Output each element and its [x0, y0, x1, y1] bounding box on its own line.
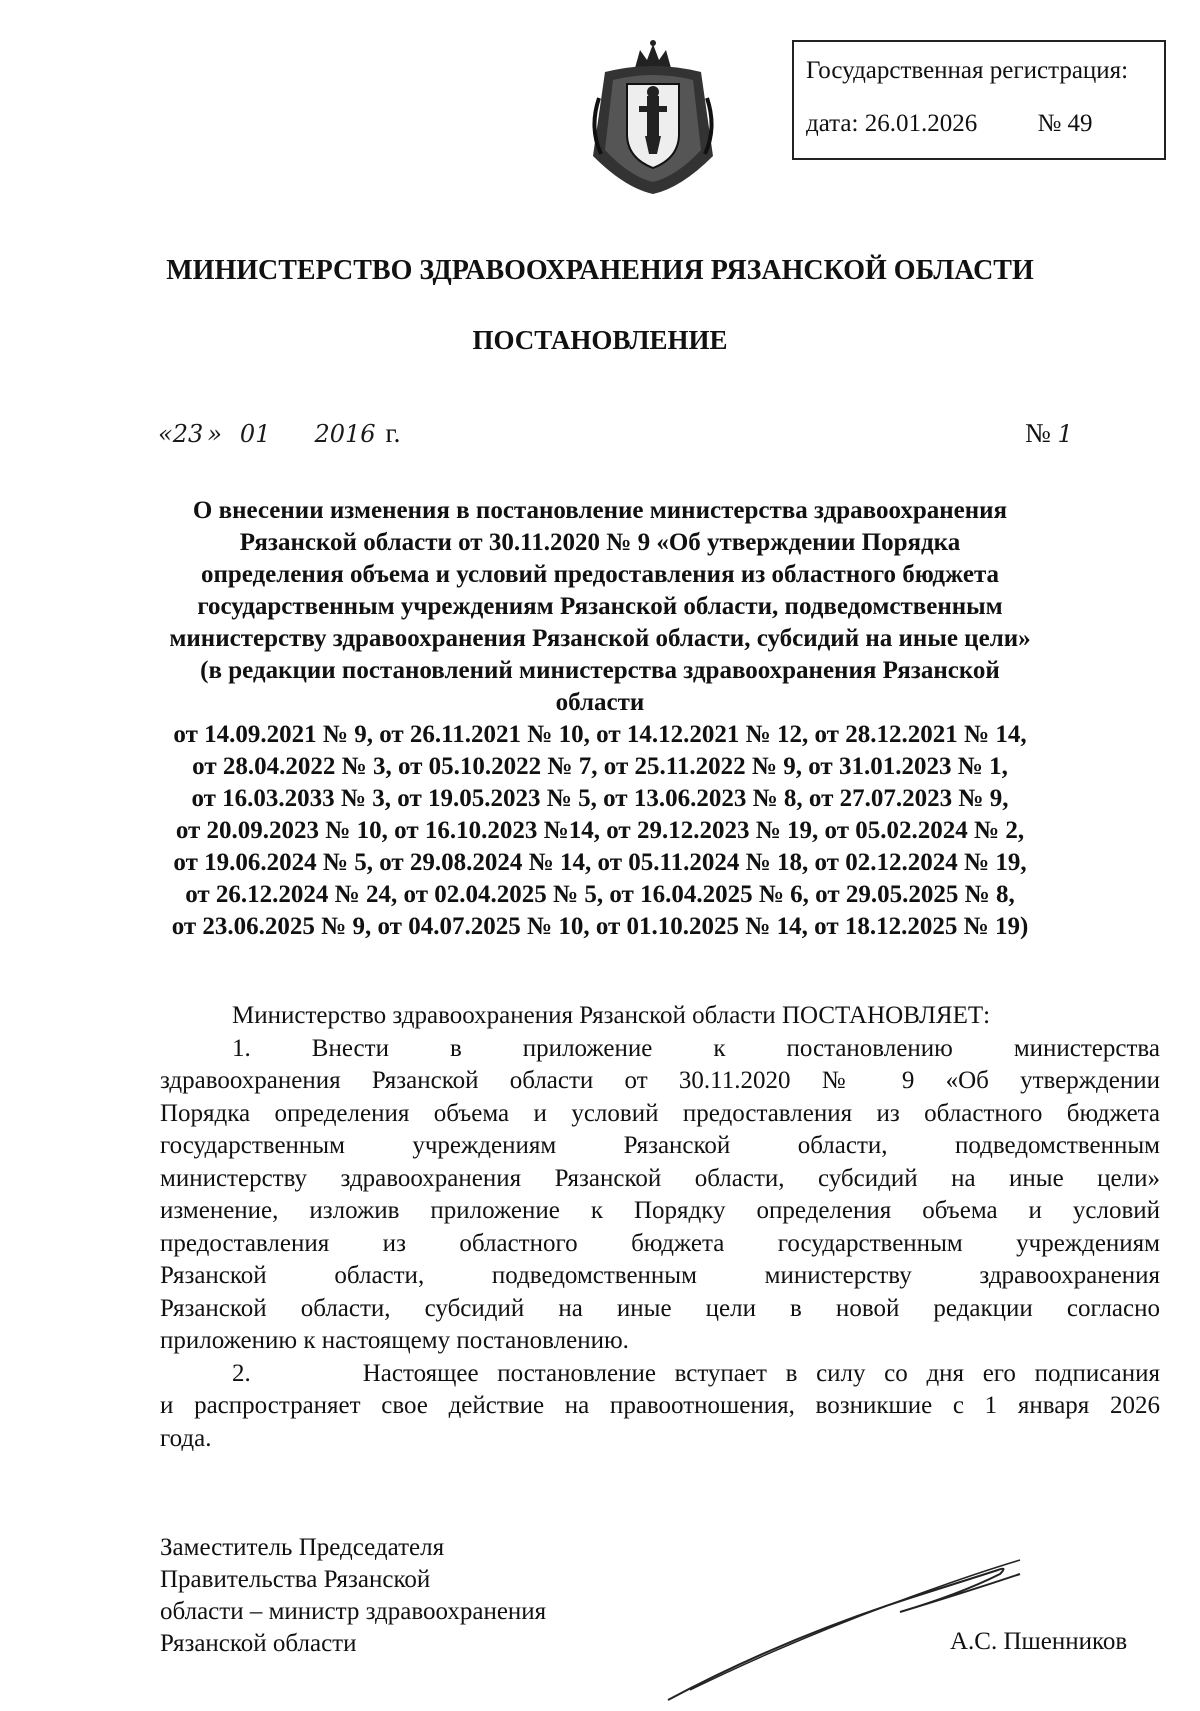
- signatory-line: области – министр здравоохранения: [160, 1598, 547, 1625]
- registration-stamp: [792, 40, 1166, 160]
- heading-line: государственным учреждениям Рязанской области, подведомственным: [197, 593, 1003, 620]
- paragraph-line: Рязанской области, субсидий на иные цели в новой редакции согласно: [160, 1294, 1160, 1322]
- document-type: ПОСТАНОВЛЕНИЕ: [472, 325, 728, 355]
- heading-line: от 28.04.2022 № 3, от 05.10.2022 № 7, от 25.11.2022 № 9, от 31.01.2023 № 1,: [192, 753, 1008, 780]
- date-open-quote: «: [158, 420, 173, 448]
- paragraph-2: [160, 1358, 1160, 1456]
- paragraph-line: 2. Настоящее постановление вступает в силу со дня его подписания: [232, 1359, 1160, 1387]
- heading-line: определения объема и условий предоставления из областного бюджета: [200, 561, 1000, 588]
- date-month: 01: [239, 420, 271, 448]
- registration-date: дата: 26.01.2026: [806, 110, 978, 137]
- heading-line: от 20.09.2023 № 10, от 16.10.2023 №14, от 29.12.2023 № 19, от 05.02.2024 № 2,: [175, 817, 1025, 844]
- registration-title: Государственная регистрация:: [806, 57, 1129, 84]
- heading-line: от 23.06.2025 № 9, от 04.07.2025 № 10, от 01.10.2025 № 14, от 18.12.2025 № 19): [171, 913, 1029, 940]
- decree-number: [1025, 418, 1073, 449]
- paragraph-line: 1. Внести в приложение к постановлению министерства: [232, 1034, 1160, 1062]
- signatory-position: [160, 1532, 546, 1660]
- registration-number: № 49: [1037, 110, 1093, 137]
- signatory-line: Рязанской области: [160, 1630, 357, 1657]
- paragraph-line: Рязанской области, подведомственным министерству здравоохранения: [160, 1262, 1160, 1289]
- paragraph-line: Порядка определения объема и условий предоставления из областного бюджета: [160, 1099, 1160, 1127]
- heading-line: от 26.12.2024 № 24, от 02.04.2025 № 5, от 16.04.2025 № 6, от 29.05.2025 № 8,: [185, 881, 1015, 908]
- signatory-line: Заместитель Председателя: [160, 1534, 445, 1561]
- heading-line: О внесении изменения в постановление министерства здравоохранения: [192, 497, 1008, 524]
- paragraph-line: приложению к настоящему постановлению.: [160, 1327, 629, 1354]
- decree-date: [158, 418, 400, 449]
- paragraph-1: [160, 1033, 1160, 1358]
- decree-heading: [120, 495, 1080, 943]
- paragraph-line: министерству здравоохранения Рязанской области, субсидий на иные цели»: [160, 1164, 1160, 1192]
- registration-details: [806, 111, 1164, 136]
- date-suffix: г.: [385, 418, 401, 448]
- decree-number-prefix: №: [1025, 418, 1051, 448]
- decree-number-value: 1: [1057, 420, 1073, 448]
- heading-line: от 14.09.2021 № 9, от 26.11.2021 № 10, от 14.12.2021 № 12, от 28.12.2021 № 14,: [173, 721, 1027, 748]
- heading-line: министерству здравоохранения Рязанской области, субсидий на иные цели»: [169, 625, 1031, 652]
- paragraph-line: и распространяет свое действие на правоотношения, возникшие с 1 января 2026: [160, 1392, 1160, 1419]
- heading-line: Рязанской области от 30.11.2020 № 9 «Об утверждении Порядка: [239, 529, 961, 556]
- coat-of-arms-emblem: [585, 38, 721, 198]
- paragraph-line: предоставления из областного бюджета государственным учреждениям: [160, 1229, 1160, 1257]
- date-day: 23: [172, 420, 204, 448]
- heading-line: (в редакции постановлений министерства здравоохранения Рязанской: [200, 657, 1000, 684]
- ministry-name: МИНИСТЕРСТВО ЗДРАВООХРАНЕНИЯ РЯЗАНСКОЙ ОБЛАСТИ: [166, 255, 1034, 286]
- signatory-name: А.С. Пшенников: [950, 1628, 1128, 1655]
- paragraph-line: года.: [160, 1424, 212, 1452]
- heading-line: от 19.06.2024 № 5, от 29.08.2024 № 14, от 05.11.2024 № 18, от 02.12.2024 № 19,: [173, 849, 1027, 876]
- signatory-line: Правительства Рязанской: [160, 1566, 431, 1593]
- intro-text: Министерство здравоохранения Рязанской области ПОСТАНОВЛЯЕТ:: [232, 1002, 991, 1029]
- date-year: 2016: [314, 420, 376, 448]
- paragraph-line: государственным учреждениям Рязанской области, подведомственным: [160, 1132, 1160, 1159]
- decree-body: [160, 1000, 1160, 1455]
- heading-line: области: [555, 689, 645, 716]
- paragraph-line: здравоохранения Рязанской области от 30.11.2020 № 9 «Об утверждении: [160, 1067, 1160, 1094]
- heading-line: от 16.03.2033 № 3, от 19.05.2023 № 5, от 13.06.2023 № 8, от 27.07.2023 № 9,: [191, 785, 1009, 812]
- date-close-quote: »: [207, 420, 222, 448]
- paragraph-line: изменение, изложив приложение к Порядку определения объема и условий: [160, 1197, 1160, 1224]
